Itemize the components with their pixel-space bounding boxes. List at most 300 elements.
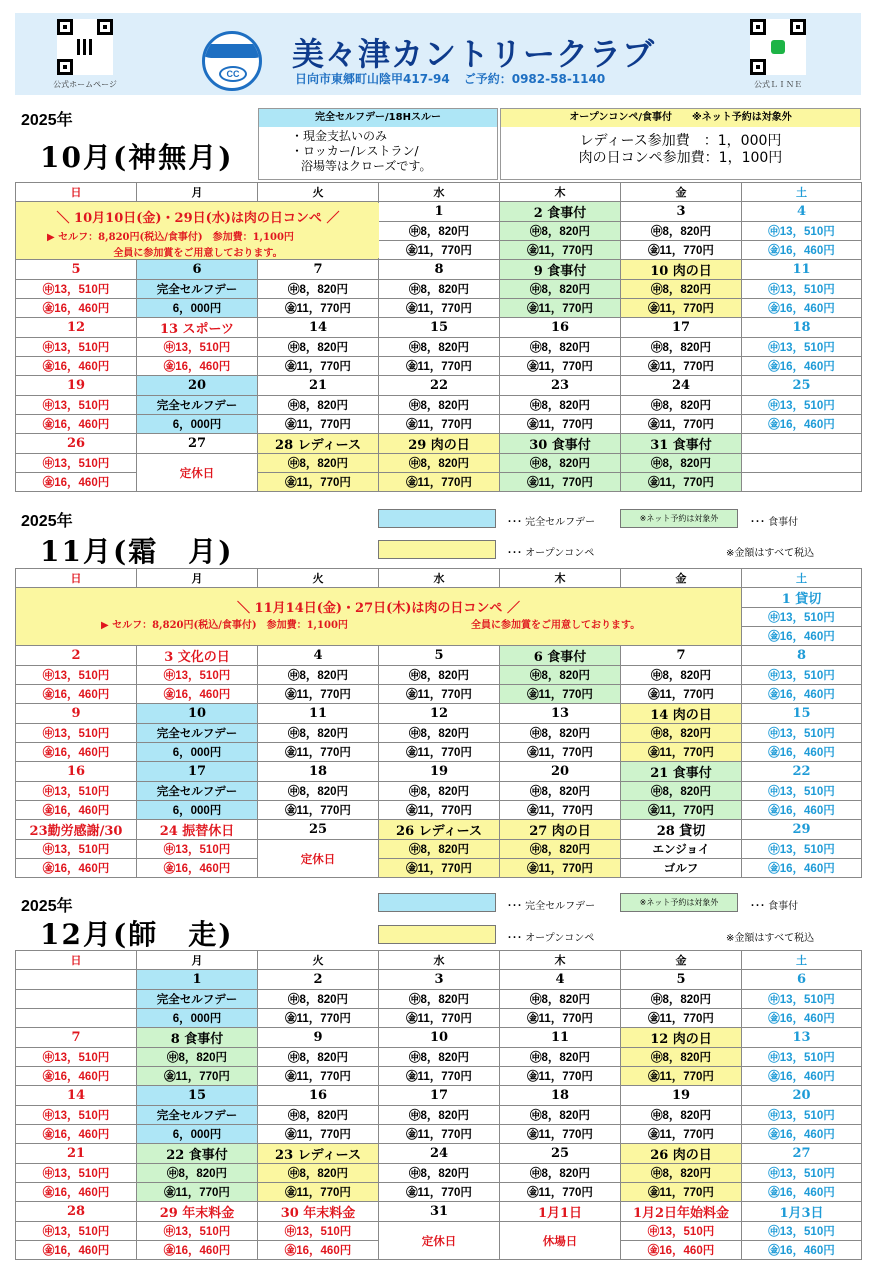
weekday-header: 日 bbox=[16, 183, 137, 202]
cart-price: ㊎11，770円 bbox=[258, 473, 379, 492]
empty-cell bbox=[16, 1009, 137, 1028]
day-number[interactable]: 2 食事付 bbox=[500, 202, 621, 222]
day-number[interactable]: 12 bbox=[379, 704, 500, 724]
self-price: ㊥8，820円 bbox=[621, 990, 742, 1009]
self-price: ㊥8，820円 bbox=[379, 782, 500, 801]
cart-price: ㊎11，770円 bbox=[500, 1183, 621, 1202]
self-price: ㊥8，820円 bbox=[621, 1106, 742, 1125]
cart-price: ㊎11，770円 bbox=[500, 743, 621, 762]
club-contact bbox=[295, 70, 619, 87]
day-number[interactable]: 3 bbox=[379, 970, 500, 990]
dec-month-title: 12月(師 走) bbox=[40, 918, 234, 951]
cart-price: ㊎11，770円 bbox=[500, 357, 621, 376]
closed-label: 定休日 bbox=[137, 454, 258, 492]
day-number[interactable]: 1 貸切 bbox=[742, 588, 862, 608]
day-number[interactable]: 25 bbox=[500, 1144, 621, 1164]
day-number[interactable]: 9 食事付 bbox=[500, 260, 621, 280]
self-price: ㊥8，820円 bbox=[621, 666, 742, 685]
legend-self-swatch bbox=[378, 509, 496, 528]
day-number[interactable]: 21 食事付 bbox=[621, 762, 742, 782]
day-note: 完全セルフデー bbox=[137, 1106, 258, 1125]
self-price: ㊥8，820円 bbox=[621, 396, 742, 415]
day-number[interactable]: 16 bbox=[500, 318, 621, 338]
cart-price: ㊎16，460円 bbox=[742, 415, 862, 434]
cart-price: ㊎11，770円 bbox=[379, 415, 500, 434]
self-price: ㊥13，510円 bbox=[742, 840, 862, 859]
day-number[interactable]: 10 bbox=[137, 704, 258, 724]
legend-self-label: ･･･ 完全セルフデー bbox=[507, 901, 596, 912]
day-number[interactable]: 1 bbox=[379, 202, 500, 222]
self-price: ㊥8，820円 bbox=[621, 782, 742, 801]
self-price: ㊥8，820円 bbox=[379, 280, 500, 299]
day-number[interactable]: 23 レディース bbox=[258, 1144, 379, 1164]
day-number[interactable]: 15 bbox=[379, 318, 500, 338]
self-price: ㊥13，510円 bbox=[742, 1048, 862, 1067]
day-number[interactable]: 1 bbox=[137, 970, 258, 990]
cart-price: ㊎11，770円 bbox=[500, 859, 621, 878]
day-number[interactable]: 8 食事付 bbox=[137, 1028, 258, 1048]
cart-price: ㊎11，770円 bbox=[621, 241, 742, 260]
self-price: ㊥8，820円 bbox=[500, 724, 621, 743]
day-number[interactable]: 11 bbox=[500, 1028, 621, 1048]
day-number[interactable]: 2 bbox=[258, 970, 379, 990]
oct-month-title: 10月(神無月) bbox=[40, 141, 234, 174]
day-number[interactable]: 31 食事付 bbox=[621, 434, 742, 454]
cart-price: ㊎11，770円 bbox=[621, 1125, 742, 1144]
legend-net-swatch: ※ネット予約は対象外 bbox=[620, 893, 738, 912]
cart-price: ㊎16，460円 bbox=[137, 685, 258, 704]
day-number[interactable]: 26 レディース bbox=[379, 820, 500, 840]
day-number[interactable]: 28 レディース bbox=[258, 434, 379, 454]
self-price: ㊥8，820円 bbox=[621, 1048, 742, 1067]
day-note: 完全セルフデー bbox=[137, 396, 258, 415]
day-number[interactable]: 20 bbox=[137, 376, 258, 396]
cart-price: ㊎16，460円 bbox=[742, 1067, 862, 1086]
day-number[interactable] bbox=[16, 970, 137, 990]
cart-price: ㊎11，770円 bbox=[379, 473, 500, 492]
self-price: ㊥8，820円 bbox=[500, 454, 621, 473]
day-number[interactable]: 13 bbox=[500, 704, 621, 724]
cart-price: ㊎11，770円 bbox=[500, 801, 621, 820]
cart-price: ㊎11，770円 bbox=[500, 1009, 621, 1028]
day-number[interactable]: 12 肉の日 bbox=[621, 1028, 742, 1048]
day-number[interactable]: 31 bbox=[379, 1202, 500, 1222]
self-price: ㊥8，820円 bbox=[379, 396, 500, 415]
header-banner bbox=[15, 13, 861, 95]
self-price: ㊥13，510円 bbox=[621, 1222, 742, 1241]
day-number[interactable]: 22 食事付 bbox=[137, 1144, 258, 1164]
cart-price: ㊎16，460円 bbox=[742, 1009, 862, 1028]
cart-price: ㊎16，460円 bbox=[16, 743, 137, 762]
legend-self-label: ･･･ 完全セルフデー bbox=[507, 517, 596, 528]
self-price: ㊥13，510円 bbox=[137, 1222, 258, 1241]
cart-price: ㊎16，460円 bbox=[16, 1067, 137, 1086]
line-qr-caption: 公式ＬＩＮＥ bbox=[754, 80, 802, 89]
cart-price: ㊎16，460円 bbox=[742, 1183, 862, 1202]
cart-price: ㊎11，770円 bbox=[258, 801, 379, 820]
cart-price: ㊎16，460円 bbox=[16, 1183, 137, 1202]
nov-banner-cell bbox=[16, 588, 742, 646]
day-number[interactable]: 2 bbox=[16, 646, 137, 666]
cart-price: ㊎11，770円 bbox=[621, 299, 742, 318]
self-price: ㊥13，510円 bbox=[137, 840, 258, 859]
cart-price: ㊎16，460円 bbox=[742, 859, 862, 878]
day-number[interactable]: 1月1日 bbox=[500, 1202, 621, 1222]
legend-meal-label: ･･･ 食事付 bbox=[750, 517, 799, 528]
self-price: ㊥13，510円 bbox=[16, 666, 137, 685]
cart-price: ㊎16，460円 bbox=[742, 1241, 862, 1260]
self-price: ㊥8，820円 bbox=[621, 222, 742, 241]
homepage-qr-code[interactable] bbox=[57, 19, 113, 75]
self-price: ㊥8，820円 bbox=[137, 1164, 258, 1183]
day-number[interactable]: 3 bbox=[621, 202, 742, 222]
day-number[interactable]: 20 bbox=[742, 1086, 862, 1106]
weekday-header: 火 bbox=[258, 951, 379, 970]
day-number[interactable]: 16 bbox=[16, 762, 137, 782]
day-number[interactable]: 5 bbox=[16, 260, 137, 280]
day-number[interactable]: 16 bbox=[258, 1086, 379, 1106]
self-price: ㊥8，820円 bbox=[379, 222, 500, 241]
club-address: 日向市東郷町山陰甲417-94 bbox=[295, 72, 450, 86]
day-note: 6，000円 bbox=[137, 415, 258, 434]
self-price: ㊥8，820円 bbox=[379, 724, 500, 743]
reservation-phone[interactable]: ご予約：0982-58-1140 bbox=[463, 72, 606, 86]
cart-price: ㊎16，460円 bbox=[137, 1241, 258, 1260]
self-price: ㊥8，820円 bbox=[258, 1164, 379, 1183]
cart-price: ㊎11，770円 bbox=[621, 357, 742, 376]
cart-price: ㊎11，770円 bbox=[258, 415, 379, 434]
cart-price: ㊎16，460円 bbox=[742, 1125, 862, 1144]
self-price: ㊥8，820円 bbox=[500, 990, 621, 1009]
weekday-header: 金 bbox=[621, 569, 742, 588]
day-number[interactable]: 29 年末料金 bbox=[137, 1202, 258, 1222]
self-price: ㊥8，820円 bbox=[258, 724, 379, 743]
ladies-fee: レディース参加費 ：1，000円 bbox=[579, 133, 782, 149]
self-price: ㊥8，820円 bbox=[258, 280, 379, 299]
day-note: 6，000円 bbox=[137, 1125, 258, 1144]
cart-price: ㊎11，770円 bbox=[621, 685, 742, 704]
day-number[interactable]: 14 肉の日 bbox=[621, 704, 742, 724]
cart-price: ㊎11，770円 bbox=[500, 473, 621, 492]
self-day-note: ・現金支払いのみ bbox=[291, 129, 388, 143]
cart-price: ㊎16，460円 bbox=[16, 299, 137, 318]
line-qr-code[interactable] bbox=[750, 19, 806, 75]
line-icon bbox=[771, 40, 785, 54]
day-number[interactable]: 12 bbox=[16, 318, 137, 338]
self-price: ㊥8，820円 bbox=[500, 1048, 621, 1067]
day-number[interactable]: 11 bbox=[258, 704, 379, 724]
day-number[interactable]: 27 肉の日 bbox=[500, 820, 621, 840]
day-number[interactable]: 19 bbox=[16, 376, 137, 396]
cart-price: ㊎11，770円 bbox=[500, 685, 621, 704]
cart-price: ㊎11，770円 bbox=[621, 1183, 742, 1202]
weekday-header: 日 bbox=[16, 951, 137, 970]
self-price: ㊥13，510円 bbox=[742, 280, 862, 299]
weekday-header: 木 bbox=[500, 569, 621, 588]
day-note: 6，000円 bbox=[137, 801, 258, 820]
self-price: ㊥8，820円 bbox=[621, 724, 742, 743]
legend-open-label: ･･･ オープンコンペ bbox=[507, 933, 595, 944]
day-number[interactable]: 14 bbox=[16, 1086, 137, 1106]
weekday-header: 水 bbox=[379, 569, 500, 588]
self-price: ㊥13，510円 bbox=[258, 1222, 379, 1241]
cart-price: ㊎11，770円 bbox=[379, 743, 500, 762]
cart-price: ㊎11，770円 bbox=[379, 685, 500, 704]
day-number[interactable]: 20 bbox=[500, 762, 621, 782]
day-number[interactable]: 26 bbox=[16, 434, 137, 454]
nov-year: 2025年 bbox=[21, 513, 73, 530]
self-price: ㊥8，820円 bbox=[621, 338, 742, 357]
day-number[interactable]: 7 bbox=[16, 1028, 137, 1048]
weekday-header: 水 bbox=[379, 951, 500, 970]
day-number[interactable]: 6 bbox=[742, 970, 862, 990]
cart-price: ㊎16，460円 bbox=[621, 1241, 742, 1260]
day-number[interactable]: 28 貸切 bbox=[621, 820, 742, 840]
day-number[interactable]: 1月2日年始料金 bbox=[621, 1202, 742, 1222]
day-number[interactable]: 15 bbox=[137, 1086, 258, 1106]
self-price: ㊥8，820円 bbox=[500, 222, 621, 241]
day-number[interactable]: 24 振替休日 bbox=[137, 820, 258, 840]
cart-price: ㊎16，460円 bbox=[16, 685, 137, 704]
cart-price: ㊎11，770円 bbox=[500, 1125, 621, 1144]
day-number[interactable]: 10 肉の日 bbox=[621, 260, 742, 280]
cart-price: ㊎16，460円 bbox=[16, 357, 137, 376]
cart-price: ㊎16，460円 bbox=[16, 801, 137, 820]
day-number[interactable]: 13 スポーツ bbox=[137, 318, 258, 338]
day-number[interactable]: 24 bbox=[379, 1144, 500, 1164]
cart-price: ㊎11，770円 bbox=[500, 241, 621, 260]
self-price: ㊥8，820円 bbox=[621, 280, 742, 299]
day-number[interactable]: 19 bbox=[621, 1086, 742, 1106]
day-number[interactable]: 5 bbox=[621, 970, 742, 990]
day-number[interactable]: 27 bbox=[742, 1144, 862, 1164]
day-number[interactable]: 18 bbox=[742, 318, 862, 338]
cart-price: ㊎11，770円 bbox=[500, 299, 621, 318]
nov-calendar bbox=[15, 568, 862, 878]
self-price: ㊥13，510円 bbox=[16, 338, 137, 357]
legend-open-swatch bbox=[378, 540, 496, 559]
self-price: ㊥13，510円 bbox=[742, 782, 862, 801]
cart-price: ㊎16，460円 bbox=[16, 859, 137, 878]
self-price: ㊥13，510円 bbox=[16, 454, 137, 473]
self-price: ㊥8，820円 bbox=[258, 1048, 379, 1067]
self-price: ㊥13，510円 bbox=[742, 396, 862, 415]
legend-tax-note: ※金額はすべて税込 bbox=[726, 548, 815, 559]
weekday-header: 金 bbox=[621, 183, 742, 202]
self-price: ㊥13，510円 bbox=[742, 1222, 862, 1241]
day-number[interactable]: 27 bbox=[137, 434, 258, 454]
cart-price: ㊎11，770円 bbox=[258, 357, 379, 376]
day-number[interactable]: 4 bbox=[500, 970, 621, 990]
day-number[interactable]: 23 bbox=[500, 376, 621, 396]
cart-price: ㊎16，460円 bbox=[742, 627, 862, 646]
day-number[interactable]: 29 肉の日 bbox=[379, 434, 500, 454]
self-price: ㊥8，820円 bbox=[379, 840, 500, 859]
day-number[interactable]: 13 bbox=[742, 1028, 862, 1048]
day-number[interactable]: 17 bbox=[379, 1086, 500, 1106]
day-number[interactable]: 18 bbox=[258, 762, 379, 782]
self-price: ㊥8，820円 bbox=[379, 1048, 500, 1067]
weekday-header: 木 bbox=[500, 183, 621, 202]
cart-price: ㊎11，770円 bbox=[621, 1067, 742, 1086]
legend-self-swatch bbox=[378, 893, 496, 912]
cart-price: ㊎11，770円 bbox=[621, 415, 742, 434]
homepage-qr-caption: 公式ホームページ bbox=[53, 80, 117, 89]
day-number[interactable]: 6 bbox=[137, 260, 258, 280]
self-price: ㊥8，820円 bbox=[379, 666, 500, 685]
self-price: ㊥13，510円 bbox=[742, 222, 862, 241]
weekday-header: 金 bbox=[621, 951, 742, 970]
day-note: ゴルフ bbox=[621, 859, 742, 878]
oct-year: 2025年 bbox=[21, 112, 73, 129]
self-price: ㊥8，820円 bbox=[500, 338, 621, 357]
self-price: ㊥8，820円 bbox=[258, 454, 379, 473]
day-note: 6，000円 bbox=[137, 1009, 258, 1028]
day-number[interactable]: 7 bbox=[621, 646, 742, 666]
day-number[interactable]: 22 bbox=[742, 762, 862, 782]
day-number[interactable]: 30 食事付 bbox=[500, 434, 621, 454]
self-day-note: 浴場等はクローズです。 bbox=[301, 159, 432, 173]
cart-price: ㊎16，460円 bbox=[742, 241, 862, 260]
day-number[interactable]: 9 bbox=[16, 704, 137, 724]
day-number[interactable]: 6 食事付 bbox=[500, 646, 621, 666]
day-number[interactable]: 29 bbox=[742, 820, 862, 840]
day-note: 6，000円 bbox=[137, 743, 258, 762]
self-price: ㊥8，820円 bbox=[621, 454, 742, 473]
day-number[interactable]: 25 bbox=[742, 376, 862, 396]
day-number[interactable]: 15 bbox=[742, 704, 862, 724]
day-number[interactable] bbox=[742, 434, 862, 454]
self-price: ㊥8，820円 bbox=[258, 782, 379, 801]
day-number[interactable]: 10 bbox=[379, 1028, 500, 1048]
cart-price: ㊎11，770円 bbox=[500, 415, 621, 434]
cart-price: ㊎11，770円 bbox=[379, 1067, 500, 1086]
day-number[interactable]: 8 bbox=[742, 646, 862, 666]
weekday-header: 月 bbox=[137, 951, 258, 970]
cart-price: ㊎11，770円 bbox=[258, 299, 379, 318]
self-day-info-box bbox=[258, 108, 498, 180]
weekday-header: 火 bbox=[258, 569, 379, 588]
self-price: ㊥8，820円 bbox=[500, 1106, 621, 1125]
self-price: ㊥8，820円 bbox=[621, 1164, 742, 1183]
cart-price: ㊎11，770円 bbox=[137, 1183, 258, 1202]
cart-price: ㊎11，770円 bbox=[379, 357, 500, 376]
weekday-header: 日 bbox=[16, 569, 137, 588]
self-price: ㊥13，510円 bbox=[742, 724, 862, 743]
self-price: ㊥8，820円 bbox=[379, 338, 500, 357]
day-number[interactable]: 3 文化の日 bbox=[137, 646, 258, 666]
self-price: ㊥13，510円 bbox=[16, 724, 137, 743]
day-number[interactable]: 17 bbox=[621, 318, 742, 338]
self-price: ㊥8，820円 bbox=[500, 666, 621, 685]
weekday-header: 月 bbox=[137, 183, 258, 202]
self-price: ㊥13，510円 bbox=[742, 338, 862, 357]
day-number[interactable]: 24 bbox=[621, 376, 742, 396]
cart-price: ㊎11，770円 bbox=[258, 1009, 379, 1028]
legend-tax-note: ※金額はすべて税込 bbox=[726, 933, 815, 944]
empty-cell bbox=[742, 454, 862, 473]
day-number[interactable]: 4 bbox=[258, 646, 379, 666]
day-note: 完全セルフデー bbox=[137, 724, 258, 743]
self-price: ㊥8，820円 bbox=[379, 454, 500, 473]
nov-banner-line2: ▶ セルフ：8,820円(税込/食事付) 参加費：1,100円 全員に参加賞をご用意しております。 bbox=[101, 619, 641, 631]
empty-cell bbox=[742, 473, 862, 492]
day-note: 完全セルフデー bbox=[137, 782, 258, 801]
cart-price: ㊎11，770円 bbox=[258, 743, 379, 762]
cart-price: ㊎16，460円 bbox=[16, 473, 137, 492]
day-number[interactable]: 23勤労感謝/30 bbox=[16, 820, 137, 840]
cart-price: ㊎11，770円 bbox=[258, 1125, 379, 1144]
day-number[interactable]: 7 bbox=[258, 260, 379, 280]
dec-calendar bbox=[15, 950, 862, 1260]
day-number[interactable]: 4 bbox=[742, 202, 862, 222]
self-price: ㊥13，510円 bbox=[742, 1164, 862, 1183]
day-number[interactable]: 30 年末料金 bbox=[258, 1202, 379, 1222]
day-number[interactable]: 21 bbox=[258, 376, 379, 396]
weekday-header: 土 bbox=[742, 951, 862, 970]
self-price: ㊥13，510円 bbox=[16, 1164, 137, 1183]
day-number[interactable]: 5 bbox=[379, 646, 500, 666]
cart-price: ㊎16，460円 bbox=[16, 415, 137, 434]
self-price: ㊥8，820円 bbox=[379, 1106, 500, 1125]
self-price: ㊥8，820円 bbox=[258, 666, 379, 685]
self-price: ㊥8，820円 bbox=[500, 396, 621, 415]
cart-price: ㊎11，770円 bbox=[379, 241, 500, 260]
day-number[interactable]: 11 bbox=[742, 260, 862, 280]
self-day-note: ・ロッカー/レストラン/ bbox=[291, 144, 419, 158]
day-number[interactable]: 8 bbox=[379, 260, 500, 280]
self-price: ㊥8，820円 bbox=[258, 338, 379, 357]
weekday-header: 月 bbox=[137, 569, 258, 588]
self-price: ㊥13，510円 bbox=[16, 1048, 137, 1067]
weekday-header: 水 bbox=[379, 183, 500, 202]
legend-open-swatch bbox=[378, 925, 496, 944]
self-price: ㊥13，510円 bbox=[16, 280, 137, 299]
cart-price: ㊎11，770円 bbox=[379, 299, 500, 318]
legend-net-swatch: ※ネット予約は対象外 bbox=[620, 509, 738, 528]
day-note: 6，000円 bbox=[137, 299, 258, 318]
self-price: ㊥8，820円 bbox=[379, 1164, 500, 1183]
self-price: ㊥8，820円 bbox=[500, 840, 621, 859]
cart-price: ㊎16，460円 bbox=[742, 685, 862, 704]
closed-label: 休場日 bbox=[500, 1222, 621, 1260]
day-number[interactable]: 21 bbox=[16, 1144, 137, 1164]
cart-price: ㊎16，460円 bbox=[16, 1241, 137, 1260]
closed-label: 定休日 bbox=[379, 1222, 500, 1260]
day-number[interactable]: 19 bbox=[379, 762, 500, 782]
cart-price: ㊎11，770円 bbox=[258, 1183, 379, 1202]
cart-price: ㊎11，770円 bbox=[379, 1125, 500, 1144]
cart-price: ㊎11，770円 bbox=[500, 1067, 621, 1086]
self-price: ㊥13，510円 bbox=[137, 338, 258, 357]
day-number[interactable]: 17 bbox=[137, 762, 258, 782]
day-number[interactable]: 28 bbox=[16, 1202, 137, 1222]
day-number[interactable]: 18 bbox=[500, 1086, 621, 1106]
cart-price: ㊎11，770円 bbox=[258, 685, 379, 704]
self-price: ㊥8，820円 bbox=[500, 782, 621, 801]
day-number[interactable]: 9 bbox=[258, 1028, 379, 1048]
cart-price: ㊎16，460円 bbox=[742, 801, 862, 820]
day-number[interactable]: 1月3日 bbox=[742, 1202, 862, 1222]
day-number[interactable]: 22 bbox=[379, 376, 500, 396]
cart-price: ㊎11，770円 bbox=[621, 743, 742, 762]
day-number[interactable]: 14 bbox=[258, 318, 379, 338]
day-number[interactable]: 25 bbox=[258, 820, 379, 840]
open-compe-info-box bbox=[500, 108, 861, 180]
self-price: ㊥13，510円 bbox=[742, 666, 862, 685]
legend-meal-label: ･･･ 食事付 bbox=[750, 901, 799, 912]
day-number[interactable]: 26 肉の日 bbox=[621, 1144, 742, 1164]
